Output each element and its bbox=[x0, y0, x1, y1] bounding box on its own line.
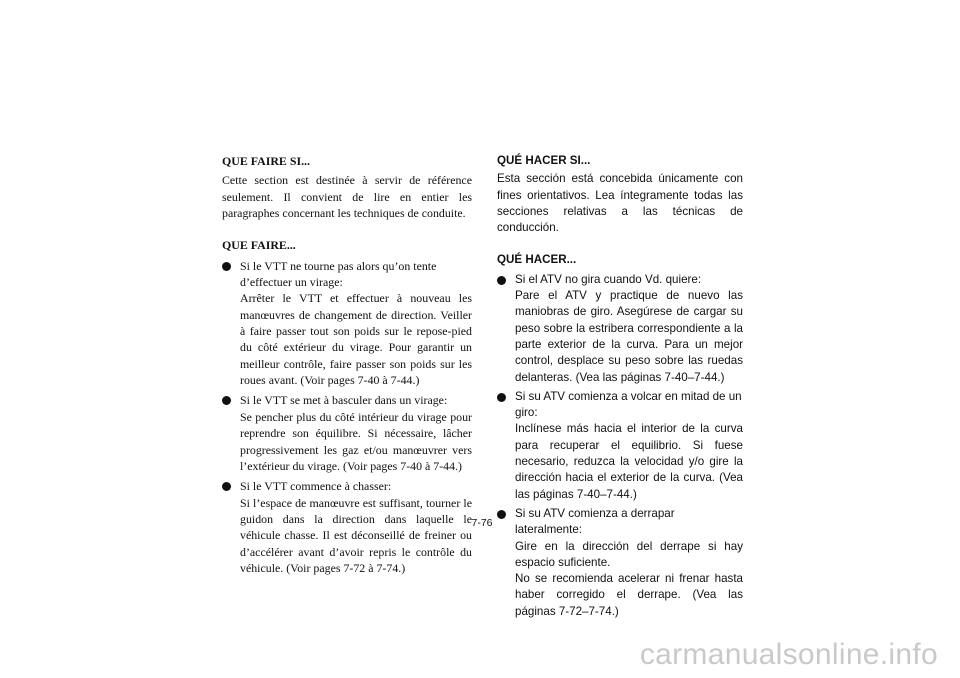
fr-bullet-body: Si l’espace de manœuvre est suffisant, tourner le guidon dans la direction dans laquelle le véhicule chasse. Il est déconseillé de freiner ou d’accélérer avant d’avoir repris le contrôle du véhicule. (Voir pages 7-72 à 7-74.) bbox=[240, 495, 472, 575]
es-bullet-body: Gire en la dirección del derrape si hay espacio suficiente. bbox=[515, 539, 743, 569]
fr-bullet-item bbox=[222, 478, 472, 576]
es-bullet-body: Pare el ATV y practique de nuevo las maniobras de giro. Asegúrese de cargar su peso sobre la estribera correspondiente a la parte exterior de la curva. Para un mejor control, desplace su peso sobre las ruedas delanteras. (Vea las páginas 7-40–7-44.) bbox=[515, 289, 743, 384]
fr-bullet-body: Se pencher plus du côté intérieur du virage pour reprendre son équilibre. Si nécessaire, lâcher progressivement les gaz et/ou manœuvrer vers l’extérieur du virage. (Voir pages 7-40 à 7-44.) bbox=[240, 409, 472, 473]
es-bullet-lead: Si el ATV no gira cuando Vd. quiere: bbox=[515, 272, 702, 286]
fr-bullet-item bbox=[222, 392, 472, 474]
spanish-column bbox=[497, 153, 743, 620]
es-intro-paragraph: Esta sección está concebida únicamente con fines orientativos. Lea íntegramente todas las secciones relativas a las técnicas de conducción. bbox=[497, 172, 743, 235]
fr-bullet-body: Arrêter le VTT et effectuer à nouveau les manœuvres de changement de direction. Veiller à faire passer tout son poids sur le repose-pied du côté extérieur du virage. Pour garantir un meilleur contrôle, faire passer son poids sur les roues avant. (Voir pages 7-40 à 7-44.) bbox=[240, 291, 472, 388]
es-bullet-lead: Si su ATV comienza a derrapar lateralmente: bbox=[515, 506, 675, 537]
fr-section-heading: QUE FAIRE SI... bbox=[222, 154, 310, 168]
bullet-icon bbox=[222, 262, 231, 271]
fr-bullet-lead: Si le VTT commence à chasser: bbox=[240, 479, 392, 494]
fr-bullet-item bbox=[222, 258, 472, 389]
french-column bbox=[222, 153, 472, 576]
bullet-icon bbox=[222, 396, 231, 405]
es-bullet-item bbox=[497, 272, 743, 386]
fr-intro-paragraph: Cette section est destinée à servir de référence seulement. Il convient de lire en entier les paragraphes concernant les techniques de conduite. bbox=[222, 173, 472, 221]
es-bullet-lead: Si su ATV comienza a volcar en mitad de un giro: bbox=[515, 389, 742, 420]
es-section-heading: QUÉ HACER SI... bbox=[497, 154, 591, 167]
bullet-icon bbox=[222, 482, 231, 491]
page-number: 7-76 bbox=[471, 517, 493, 529]
bullet-icon bbox=[497, 276, 506, 285]
fr-bullet-lead: Si le VTT se met à basculer dans un virage: bbox=[240, 393, 448, 408]
es-subsection-heading: QUÉ HACER... bbox=[497, 253, 577, 267]
watermark: carmanualsonline.info bbox=[639, 638, 938, 671]
fr-subsection-heading: QUE FAIRE... bbox=[222, 238, 296, 253]
es-bullet-item bbox=[497, 506, 743, 620]
es-bullet-body-continued: No se recomienda acelerar ni frenar hasta haber corregido el derrape. (Vea las páginas 7-72–7-74.) bbox=[515, 572, 743, 618]
es-bullet-body: Inclínese más hacia el interior de la curva para recuperar el equilibrio. Si fuese necesario, reduzca la velocidad y/o gire la dirección hacia el exterior de la curva. (Vea las páginas 7-40–7-44.) bbox=[515, 422, 743, 501]
bullet-icon bbox=[497, 393, 506, 402]
bullet-icon bbox=[497, 510, 506, 519]
fr-bullet-lead: Si le VTT ne tourne pas alors qu’on tente d’effectuer un virage: bbox=[240, 258, 437, 290]
es-bullet-item bbox=[497, 389, 743, 503]
